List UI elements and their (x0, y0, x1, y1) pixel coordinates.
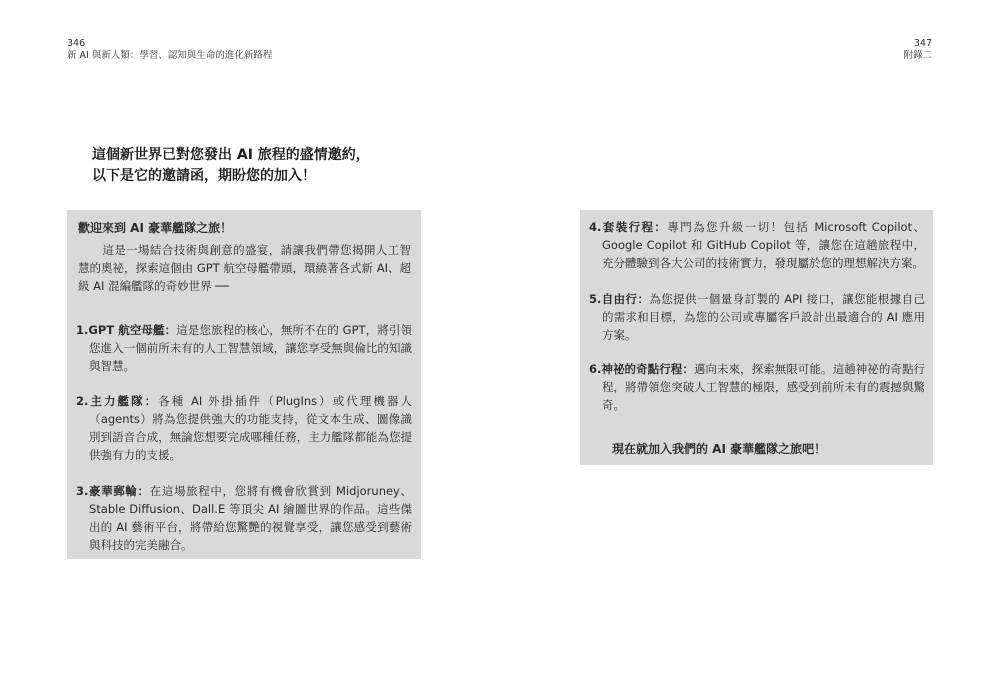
page-number-right: 347 (913, 38, 932, 49)
item-number: 4. (589, 220, 602, 234)
invitation-item-3 (76, 482, 412, 554)
item-title: 套裝行程： (601, 220, 668, 234)
invitation-item-1 (76, 321, 412, 375)
item-number: 6. (589, 362, 602, 376)
item-title: 豪華郵輪： (88, 484, 150, 498)
item-text: 為您提供一個量身訂製的 API 接口，讓您能根據自己的需求和目標，為您的公司或專屬客戶設計出最適合的 AI 應用方案。 (602, 292, 925, 342)
invitation-item-5 (589, 290, 925, 344)
item-title: GPT 航空母艦： (88, 323, 177, 337)
invitation-intro-text: 這是一場結合技術與創意的盛宴，請讓我們帶您揭開人工智慧的奧祕，探索這個由 GPT 航空母艦帶頭，環繞著各式新 AI、超級 AI 混編艦隊的奇妙世界 ── (78, 243, 411, 293)
item-title: 神祕的奇點行程： (601, 362, 694, 376)
item-text: 專門為您升級一切！包括 Microsoft Copilot、Google Copilot 和 GitHub Copilot 等，讓您在這趟旅程中，充分體驗到各大公司的技術實力，發現屬於您的理想解決方案。 (602, 220, 925, 270)
item-title: 自由行： (601, 292, 650, 306)
running-head-left: 新 AI 與新人類：學習、認知與生命的進化新路程 (67, 50, 273, 61)
intro-line-2: 以下是它的邀請函，期盼您的加入！ (92, 168, 316, 184)
invitation-closing: 現在就加入我們的 AI 豪華艦隊之旅吧！ (612, 442, 827, 456)
item-number: 5. (589, 292, 602, 306)
item-text: 這是您旅程的核心，無所不在的 GPT，將引領您進入一個前所未有的人工智慧領域，讓您享受無與倫比的知識與智慧。 (89, 323, 412, 373)
invitation-item-2 (76, 392, 412, 464)
invitation-item-6 (589, 360, 925, 414)
item-number: 2. (76, 394, 89, 408)
invitation-item-4 (589, 218, 925, 272)
page-number-left: 346 (67, 38, 86, 49)
item-number: 1. (76, 323, 89, 337)
invitation-box-left (67, 210, 421, 559)
item-number: 3. (76, 484, 89, 498)
running-head-right: 附錄二 (903, 50, 932, 61)
intro-line-1: 這個新世界已對您發出 AI 旅程的盛情邀約， (92, 147, 370, 163)
invitation-intro-paragraph (78, 241, 411, 295)
item-text: 各種 AI 外掛插件（PlugIns）或代理機器人（agents）將為您提供強大的功能支持，從文本生成、圖像識別到語音合成，無論您想要完成哪種任務，主力艦隊都能為您提供強有力的支援。 (89, 394, 413, 462)
intro-heading (92, 145, 392, 187)
item-text: 在這場旅程中，您將有機會欣賞到 Midjoruney、Stable Diffusion、Dall.E 等頂尖 AI 繪圖世界的作品。這些傑出的 AI 藝術平台，將帶給您驚艷的視覺享受，讓您感受到藝術與科技的完美融合。 (89, 484, 413, 552)
invitation-box-right (580, 210, 933, 465)
invitation-title: 歡迎來到 AI 豪華艦隊之旅！ (78, 221, 233, 235)
item-text: 邁向未來，探索無限可能。這趟神祕的奇點行程，將帶領您突破人工智慧的極限，感受到前所未有的震撼與驚奇。 (602, 362, 926, 412)
item-title: 主力艦隊： (88, 394, 159, 408)
